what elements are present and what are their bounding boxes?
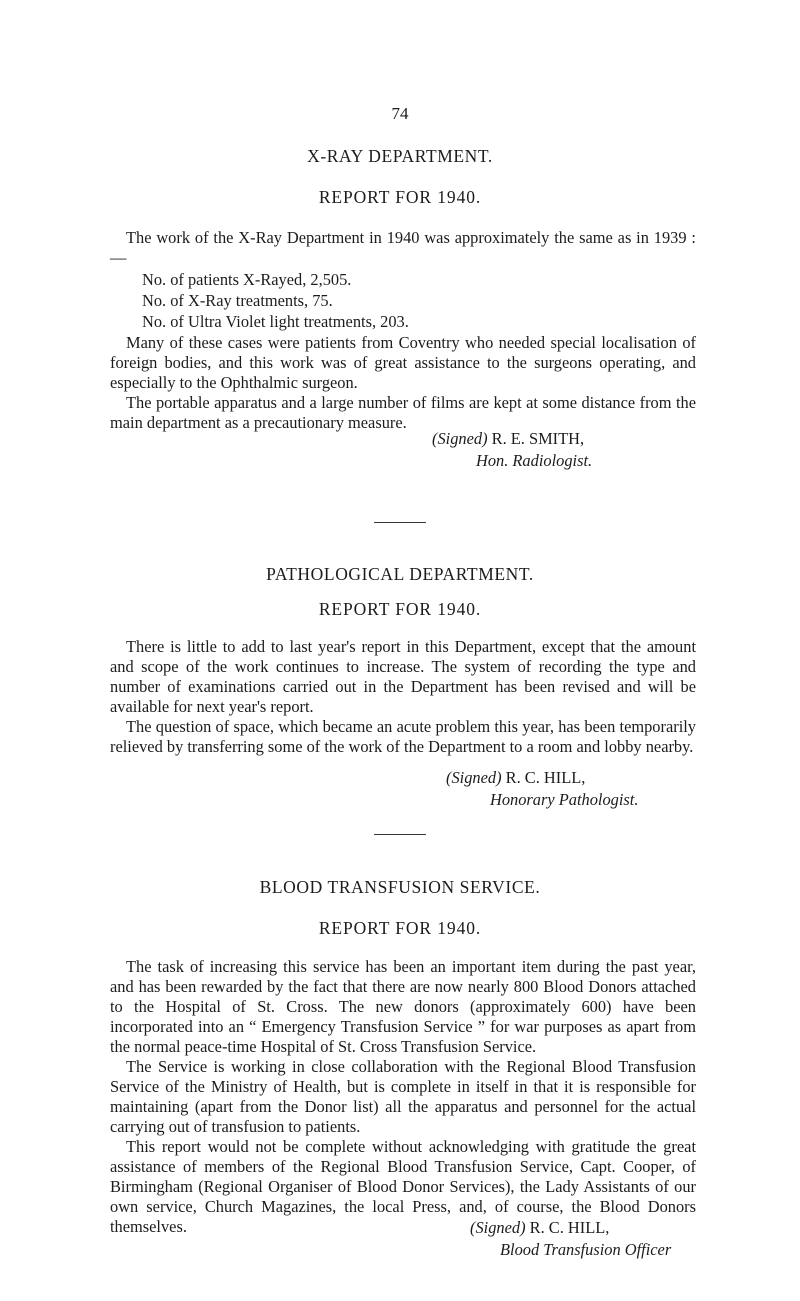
blood-title: BLOOD TRANSFUSION SERVICE.	[259, 877, 541, 897]
xray-subtitle: REPORT FOR 1940.	[318, 187, 482, 207]
blood-subtitle: REPORT FOR 1940.	[318, 918, 482, 938]
pathology-paragraph: There is little to add to last year's report in this Department, except that the amount and scope of the work continues to increase. The system of recording the type and number of examinations carried out in the Department has been revised and will be available for next year's report.	[110, 637, 696, 716]
xray-stat-item: No. of Ultra Violet light treatments, 203.	[142, 312, 409, 331]
xray-body	[110, 333, 696, 433]
pathology-subtitle: REPORT FOR 1940.	[318, 599, 482, 619]
blood-paragraph: The task of increasing this service has been an important item during the past year, and has been rewarded by the fact that there are now nearly 800 Blood Donors attached to the Hospital of St. Cross. The new donors (approximately 600) have been incorporated into an “ Emergency Transfusion Service ” for war purposes as apart from the normal peace-time Hospital of St. Cross Transfusion Service.	[110, 957, 696, 1056]
pathology-body	[110, 637, 696, 757]
signatory-title: Hon. Radiologist.	[476, 451, 593, 470]
signatory-name: R. C. HILL,	[529, 1218, 610, 1237]
xray-stat-item: No. of patients X-Rayed, 2,505.	[142, 270, 352, 289]
signatory-title: Blood Transfusion Officer	[500, 1240, 672, 1259]
section-divider	[374, 522, 426, 523]
signed-label: (Signed)	[470, 1218, 526, 1237]
signatory-name: R. C. HILL,	[505, 768, 586, 787]
pathology-title: PATHOLOGICAL DEPARTMENT.	[266, 564, 534, 584]
page-number: 74	[391, 104, 409, 123]
xray-signature	[432, 428, 592, 472]
signatory-name: R. E. SMITH,	[491, 429, 585, 448]
signatory-title: Honorary Pathologist.	[490, 790, 639, 809]
signed-label: (Signed)	[432, 429, 488, 448]
xray-paragraph: The portable apparatus and a large number of films are kept at some distance from the main department as a precautionary measure.	[110, 393, 696, 432]
pathology-paragraph: The question of space, which became an acute problem this year, has been temporarily relieved by transferring some of the work of the Department to a room and lobby nearby.	[110, 717, 696, 756]
xray-stat-item: No. of X-Ray treatments, 75.	[142, 291, 333, 310]
blood-paragraph: The Service is working in close collaboration with the Regional Blood Transfusion Service of the Ministry of Health, but is complete in itself in that it is responsible for maintaining (apart from the Donor list) all the apparatus and personnel for the actual carrying out of transfusion to patients.	[110, 1057, 696, 1136]
pathology-signature	[446, 767, 638, 811]
blood-paragraph: This report would not be complete without acknowledging with gratitude the great assistance of members of the Regional Blood Transfusion Service, Capt. Cooper, of Birmingham (Regional Organiser of Blood Donor Services), the Lady Assistants of our own service, Church Magazines, the local Press, and, of course, the Blood Donors themselves.	[110, 1137, 696, 1236]
xray-paragraph: Many of these cases were patients from Coventry who needed special localisation of foreign bodies, and this work was of great assistance to the surgeons operating, and especially to the Ophthalmic surgeon.	[110, 333, 696, 392]
xray-intro	[110, 228, 696, 268]
blood-signature	[470, 1217, 671, 1261]
xray-title: X-RAY DEPARTMENT.	[307, 146, 493, 166]
section-divider	[374, 834, 426, 835]
signed-label: (Signed)	[446, 768, 502, 787]
blood-body	[110, 957, 696, 1237]
xray-intro-text: The work of the X-Ray Department in 1940 was approximately the same as in 1939 :—	[110, 228, 696, 267]
xray-stats	[142, 269, 409, 332]
